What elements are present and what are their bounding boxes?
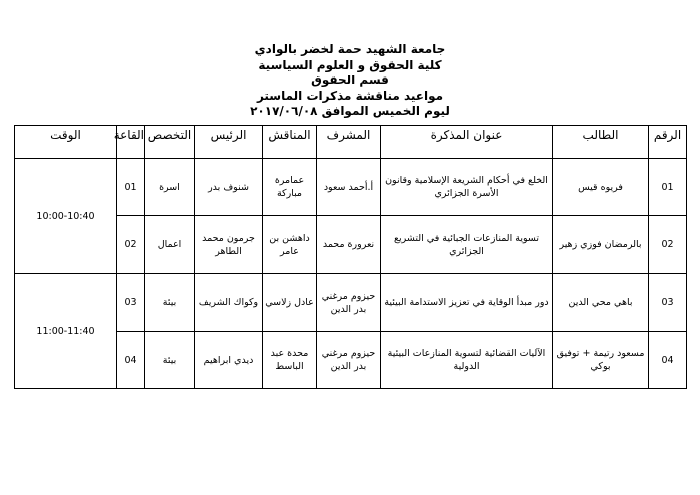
row-president: وكواك الشريف xyxy=(195,274,263,332)
row-supervisor: نعرورة محمد xyxy=(317,216,381,274)
header-room: القاعة xyxy=(117,126,145,159)
row-number: 01 xyxy=(649,159,687,216)
document-header xyxy=(0,42,700,120)
row-room: 02 xyxy=(117,216,145,274)
row-examiner: عادل زلاسي xyxy=(263,274,317,332)
row-examiner: داهشن بن عامر xyxy=(263,216,317,274)
row-supervisor: حيزوم مرغني بدر الدين xyxy=(317,332,381,389)
row-title: الآليات القضائية لتسوية المنازعات البيئية الدولية xyxy=(381,332,553,389)
table-header-row xyxy=(15,126,687,159)
header-student: الطالب xyxy=(553,126,649,159)
row-president: جرمون محمد الطاهر xyxy=(195,216,263,274)
row-specialty: اعمال xyxy=(145,216,195,274)
schedule-date: ليوم الخميس الموافق ٢٠١٧/٠٦/٠٨ xyxy=(250,104,450,118)
row-title: دور مبدأ الوقاية في تعزيز الاستدامة البيئية xyxy=(381,274,553,332)
row-examiner: عمامرة مباركة xyxy=(263,159,317,216)
header-examiner: المناقش xyxy=(263,126,317,159)
row-number: 02 xyxy=(649,216,687,274)
table-row xyxy=(15,159,687,216)
row-number: 04 xyxy=(649,332,687,389)
row-specialty: بيئة xyxy=(145,274,195,332)
row-president: شنوف بدر xyxy=(195,159,263,216)
row-title: تسوية المنازعات الجبائية في التشريع الجزائري xyxy=(381,216,553,274)
row-examiner: محدة عبد الباسط xyxy=(263,332,317,389)
schedule-title: مواعيد مناقشة مذكرات الماستر xyxy=(256,88,444,103)
table-row xyxy=(15,274,687,332)
row-room: 03 xyxy=(117,274,145,332)
header-title: عنوان المذكرة xyxy=(381,126,553,159)
time-slot: 11:00-11:40 xyxy=(15,274,117,389)
row-student: فريوه قيس xyxy=(553,159,649,216)
defense-schedule-table xyxy=(14,125,687,389)
header-supervisor: المشرف xyxy=(317,126,381,159)
row-student: مسعود رتيمة + توفيق بوكي xyxy=(553,332,649,389)
row-specialty: بيئة xyxy=(145,332,195,389)
row-supervisor: أ.أحمد سعود xyxy=(317,159,381,216)
header-specialty: التخصص xyxy=(145,126,195,159)
row-specialty: اسرة xyxy=(145,159,195,216)
department-name: قسم الحقوق xyxy=(311,73,389,87)
row-supervisor: حيزوم مرغني بدر الدين xyxy=(317,274,381,332)
row-president: ديدي ابراهيم xyxy=(195,332,263,389)
header-time: الوقت xyxy=(15,126,117,159)
time-slot: 10:00-10:40 xyxy=(15,159,117,274)
row-student: بالرمضان فوزي زهير xyxy=(553,216,649,274)
row-student: باهي محي الدين xyxy=(553,274,649,332)
header-president: الرئيس xyxy=(195,126,263,159)
row-title: الخلع في أحكام الشريعة الإسلامية وقانون الأسرة الجزائري xyxy=(381,159,553,216)
row-room: 01 xyxy=(117,159,145,216)
row-number: 03 xyxy=(649,274,687,332)
header-number: الرقم xyxy=(649,126,687,159)
row-room: 04 xyxy=(117,332,145,389)
faculty-name: كلية الحقوق و العلوم السياسية xyxy=(258,57,442,72)
university-name: جامعة الشهيد حمة لخضر بالوادي xyxy=(254,42,446,56)
